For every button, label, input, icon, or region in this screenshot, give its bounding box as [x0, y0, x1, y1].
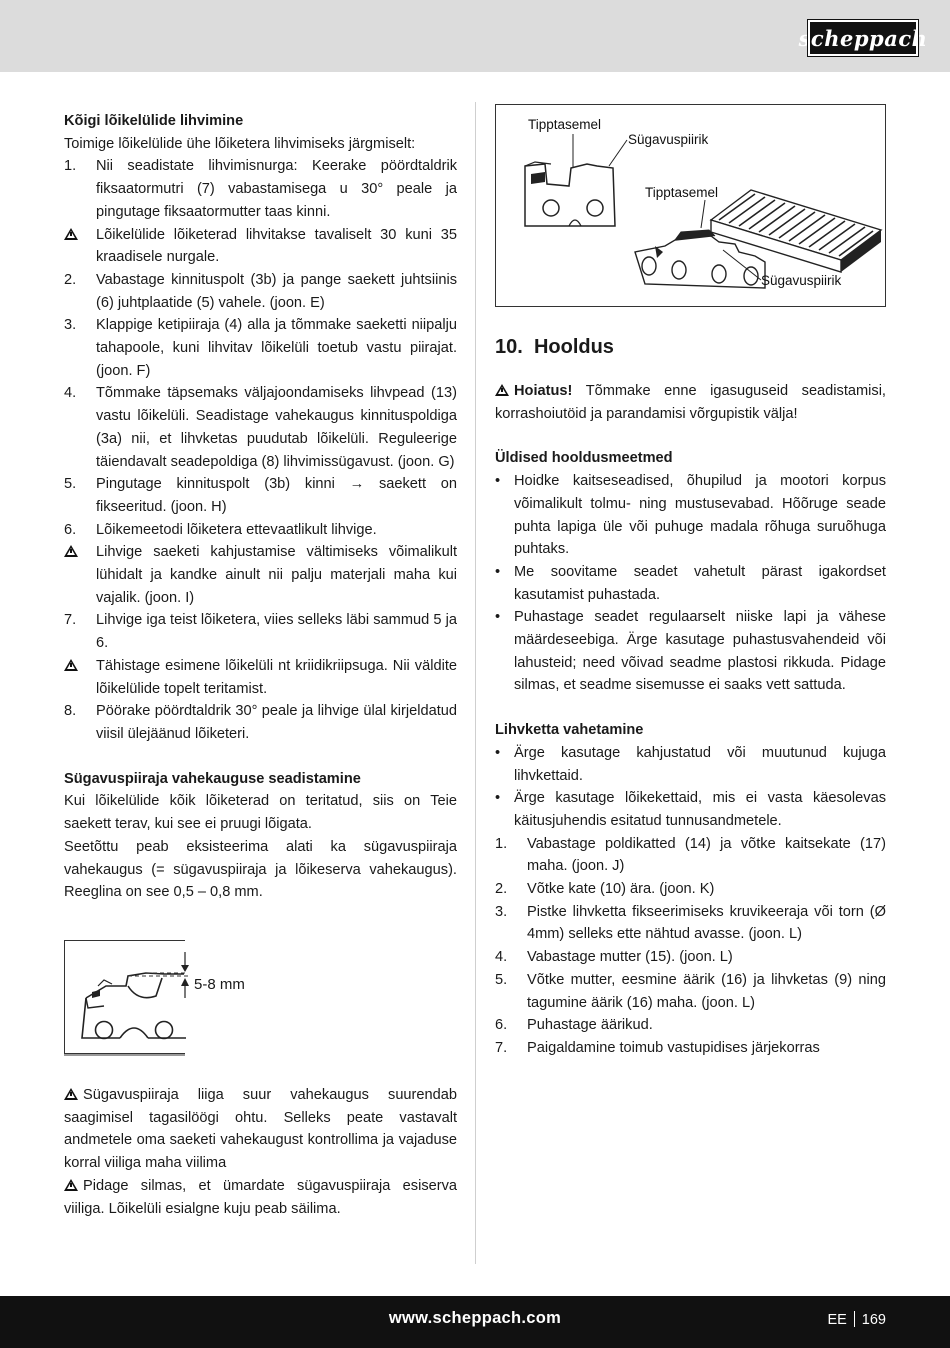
- figure-label-depth-top: Sügavuspiirik: [628, 132, 709, 147]
- depth-paragraph-1: Kui lõikelülide kõik lõiketerad on teritatud, siis on Teie saekett terav, kui see ei pruugi lõigata.: [64, 793, 457, 833]
- item-text: Ärge kasutage kahjustatud või muutunud kujuga lihvkettaid.: [514, 744, 886, 784]
- warning-triangle-icon: [64, 1179, 78, 1191]
- warning-item: [64, 541, 457, 609]
- footer-page-number: 169: [861, 1312, 886, 1328]
- section-number: 10.: [495, 336, 523, 358]
- item-text: Pistke lihvketta fikseerimiseks kruvikeeraja või torn (Ø 4mm) selleks ette nähtud avasse. (joon. L): [527, 903, 886, 943]
- depth-gauge-label: 5-8 mm: [194, 976, 245, 993]
- item-text: Tähistage esimene lõikelüli nt kriidikriipsuga. Nii väldite lõikelülide topelt teritamist.: [96, 657, 457, 697]
- item-number: 2.: [64, 271, 77, 288]
- item-number: 8.: [64, 703, 77, 720]
- chain-illustration: [495, 104, 886, 307]
- warning-item: [64, 224, 457, 269]
- section-heading: [495, 334, 886, 360]
- numbered-item: [495, 969, 886, 1014]
- warning-text: Tõmmake enne igasuguseid seadistamisi, korrashoiutöid ja parandamisi võrgupistik välja!: [495, 383, 886, 422]
- item-text: Võtke kate (10) ära. (joon. K): [527, 881, 715, 898]
- wheel-change-bullets: [495, 742, 886, 833]
- item-text: Vabastage poldikatted (14) ja võtke kaitsekate (17) maha. (joon. J): [527, 835, 886, 875]
- footer-url[interactable]: www.scheppach.com: [388, 1309, 562, 1327]
- sharpen-title: Kõigi lõikelülide lihvimine: [64, 113, 244, 129]
- item-text: Pingutage kinnituspolt (3b) kinni → saekett on fikseeritud. (joon. H): [96, 476, 457, 515]
- bullet-marker: •: [495, 563, 501, 580]
- bullet-item: [495, 742, 886, 787]
- bullet-marker: •: [495, 473, 501, 490]
- numbered-item: [64, 155, 457, 223]
- item-number: 5.: [495, 971, 508, 988]
- footer: [0, 1296, 950, 1348]
- numbered-item: [64, 609, 457, 654]
- numbered-item: [64, 314, 457, 382]
- warning-item: [64, 1084, 457, 1175]
- item-text: Võtke mutter, eesmine äärik (16) ja lihvketas (9) ning tagumine äärik (16) maha. (joon. L): [527, 971, 886, 1011]
- item-number: 1.: [64, 158, 77, 175]
- warning-text-1: Sügavuspiiraja liiga suur vahekaugus suurendab saagimisel tagasilöögi ohtu. Selleks peate vastavalt andmetele oma saeketi vahekaugust kontrollima ja vajaduse korral viiliga maha viilima: [64, 1087, 457, 1172]
- item-text: Klappige ketipiiraja (4) alla ja tõmmake saeketti niipalju tahapoole, kuni lihvitav lõikelüli toetub vastu piirajat. (joon. F): [96, 317, 457, 379]
- footer-language: EE: [827, 1312, 847, 1328]
- item-text: Tõmmake täpsemaks väljajoondamiseks lihvpead (13) vastu lõikelüli. Seadistage vahekaugus kinnituspoldiga (3a) nii, et lihvketas puudutab lõikelüli. Reguleerige täiendavalt seadepoldiga (8) lihvimissügavust. (joon. G): [96, 385, 457, 470]
- warning-item: [64, 1175, 457, 1220]
- item-text: Nii seadistate lihvimisnurga: Keerake pöördtaldrik fiksaatormutri (7) vabastamisega u 30° peale ja pingutage fiksaatormutter taas kinni.: [96, 158, 457, 220]
- right-column: [495, 334, 886, 1060]
- left-warnings: [64, 1084, 457, 1220]
- warning-text-2: Pidage silmas, et ümardate sügavuspiiraja esiserva viiliga. Lõikelüli esialgne kuju peab säilima.: [64, 1177, 457, 1217]
- item-number: 4.: [495, 949, 508, 966]
- warning-triangle-icon: [64, 224, 96, 269]
- item-number: 6.: [495, 1017, 508, 1034]
- general-maintenance-title: Üldised hooldusmeetmed: [495, 450, 673, 467]
- figure-label-tip-top: Tipptasemel: [528, 117, 602, 132]
- numbered-item: [64, 700, 457, 745]
- numbered-item: [495, 1014, 886, 1037]
- warning-triangle-icon: [495, 384, 509, 396]
- warning-label: Hoiatus!: [514, 383, 573, 399]
- item-number: 1.: [495, 835, 508, 852]
- section-title: Hooldus: [533, 336, 614, 358]
- bullet-item: [495, 606, 886, 697]
- item-text: Hoidke kaitseseadised, õhupilud ja mootori korpus võimalikult tolmu- ning mustusevabad. Hõõruge seade puhta lapiga üle või puhuge madala rõhuga suruõhuga puhtaks.: [514, 473, 886, 558]
- footer-separator: [854, 1311, 855, 1327]
- item-number: 6.: [64, 521, 77, 538]
- warning-triangle-icon: [64, 655, 96, 700]
- bullet-marker: •: [495, 790, 501, 807]
- item-number: 3.: [64, 317, 77, 334]
- footer-page-indicator: [827, 1311, 886, 1328]
- item-text: Lõikemeetodi lõiketera ettevaatlikult lihvige.: [96, 521, 377, 538]
- item-number: 7.: [495, 1039, 508, 1056]
- sharpen-steps: [64, 155, 457, 745]
- numbered-item: [495, 878, 886, 901]
- item-text: Me soovitame seadet vahetult pärast igakordset kasutamist puhastada.: [514, 563, 886, 603]
- depth-paragraph-2: Seetõttu peab eksisteerima alati ka sügavuspiiraja vahekaugus (= sügavuspiiraja ja lõikeserva vahekaugus). Reeglina on see 0,5 – 0,8 mm.: [64, 838, 457, 901]
- item-text: Lõikelülide lõiketerad lihvitakse tavaliselt 30 kuni 35 kraadisele nurgale.: [96, 226, 457, 266]
- figure-label-tip-mid: Tipptasemel: [645, 185, 719, 200]
- item-number: 2.: [495, 881, 508, 898]
- item-text: Lihvige saeketi kahjustamise vältimiseks võimalikult lühidalt ja kandke ainult nii palju materjali maha kui vajalik. (joon. I): [96, 544, 457, 606]
- figure-label-depth-bottom: Sügavuspiirik: [761, 273, 842, 288]
- left-column: [64, 110, 457, 904]
- item-number: 5.: [64, 476, 77, 493]
- numbered-item: [64, 269, 457, 314]
- numbered-item: [495, 946, 886, 969]
- numbered-item: [495, 1037, 886, 1060]
- item-text: Vabastage mutter (15). (joon. L): [527, 949, 733, 966]
- bullet-marker: •: [495, 609, 501, 626]
- numbered-item: [64, 382, 457, 473]
- item-number: 3.: [495, 903, 508, 920]
- wheel-change-steps: [495, 833, 886, 1060]
- depth-title: Sügavuspiiraja vahekauguse seadistamine: [64, 770, 361, 787]
- numbered-item: [64, 473, 457, 518]
- bullet-item: [495, 561, 886, 606]
- item-text: Vabastage kinnituspolt (3b) ja pange saekett juhtsiinis (6) juhtplaatide (5) vahele. (joon. E): [96, 271, 457, 311]
- warning-triangle-icon: [64, 1088, 78, 1100]
- bullet-item: [495, 787, 886, 832]
- warning-triangle-icon: [64, 541, 96, 609]
- sharpen-intro: Toimige lõikelülide ühe lõiketera lihvimiseks järgmiselt:: [64, 135, 416, 152]
- bullet-item: [495, 470, 886, 561]
- numbered-item: [495, 833, 886, 878]
- item-text: Lihvige iga teist lõiketera, viies selleks läbi sammud 5 ja 6.: [96, 612, 457, 652]
- wheel-change-title: Lihvketta vahetamine: [495, 722, 644, 739]
- item-text: Puhastage äärikud.: [527, 1017, 653, 1034]
- maintenance-warning: [495, 380, 886, 425]
- item-number: 4.: [64, 385, 77, 402]
- numbered-item: [495, 901, 886, 946]
- item-text: Puhastage seadet regulaarselt niiske lapi ja vähese määrdeseebiga. Ärge kasutage puhastusvahendeid või lahusteid; need võivad seadme plastosi rikkuda. Pidage silmas, et seadme sisemusse ei saaks vett sattuda.: [514, 609, 886, 694]
- depth-gauge-illustration: [64, 940, 264, 1056]
- numbered-item: [64, 519, 457, 542]
- item-text: Pöörake pöördtaldrik 30° peale ja lihvige ülal kirjeldatud viisil ülejäänud lõiketeri.: [96, 703, 457, 742]
- column-divider: [475, 102, 476, 1264]
- warning-item: [64, 655, 457, 700]
- item-text: Paigaldamine toimub vastupidises järjekorras: [527, 1039, 820, 1056]
- item-number: 7.: [64, 612, 77, 629]
- scheppach-logo: scheppach: [808, 20, 918, 56]
- item-text: Ärge kasutage lõikekettaid, mis ei vasta käesolevas käitusjuhendis esitatud tunnusandmetele.: [514, 790, 886, 829]
- general-maintenance-list: [495, 470, 886, 697]
- bullet-marker: •: [495, 744, 501, 761]
